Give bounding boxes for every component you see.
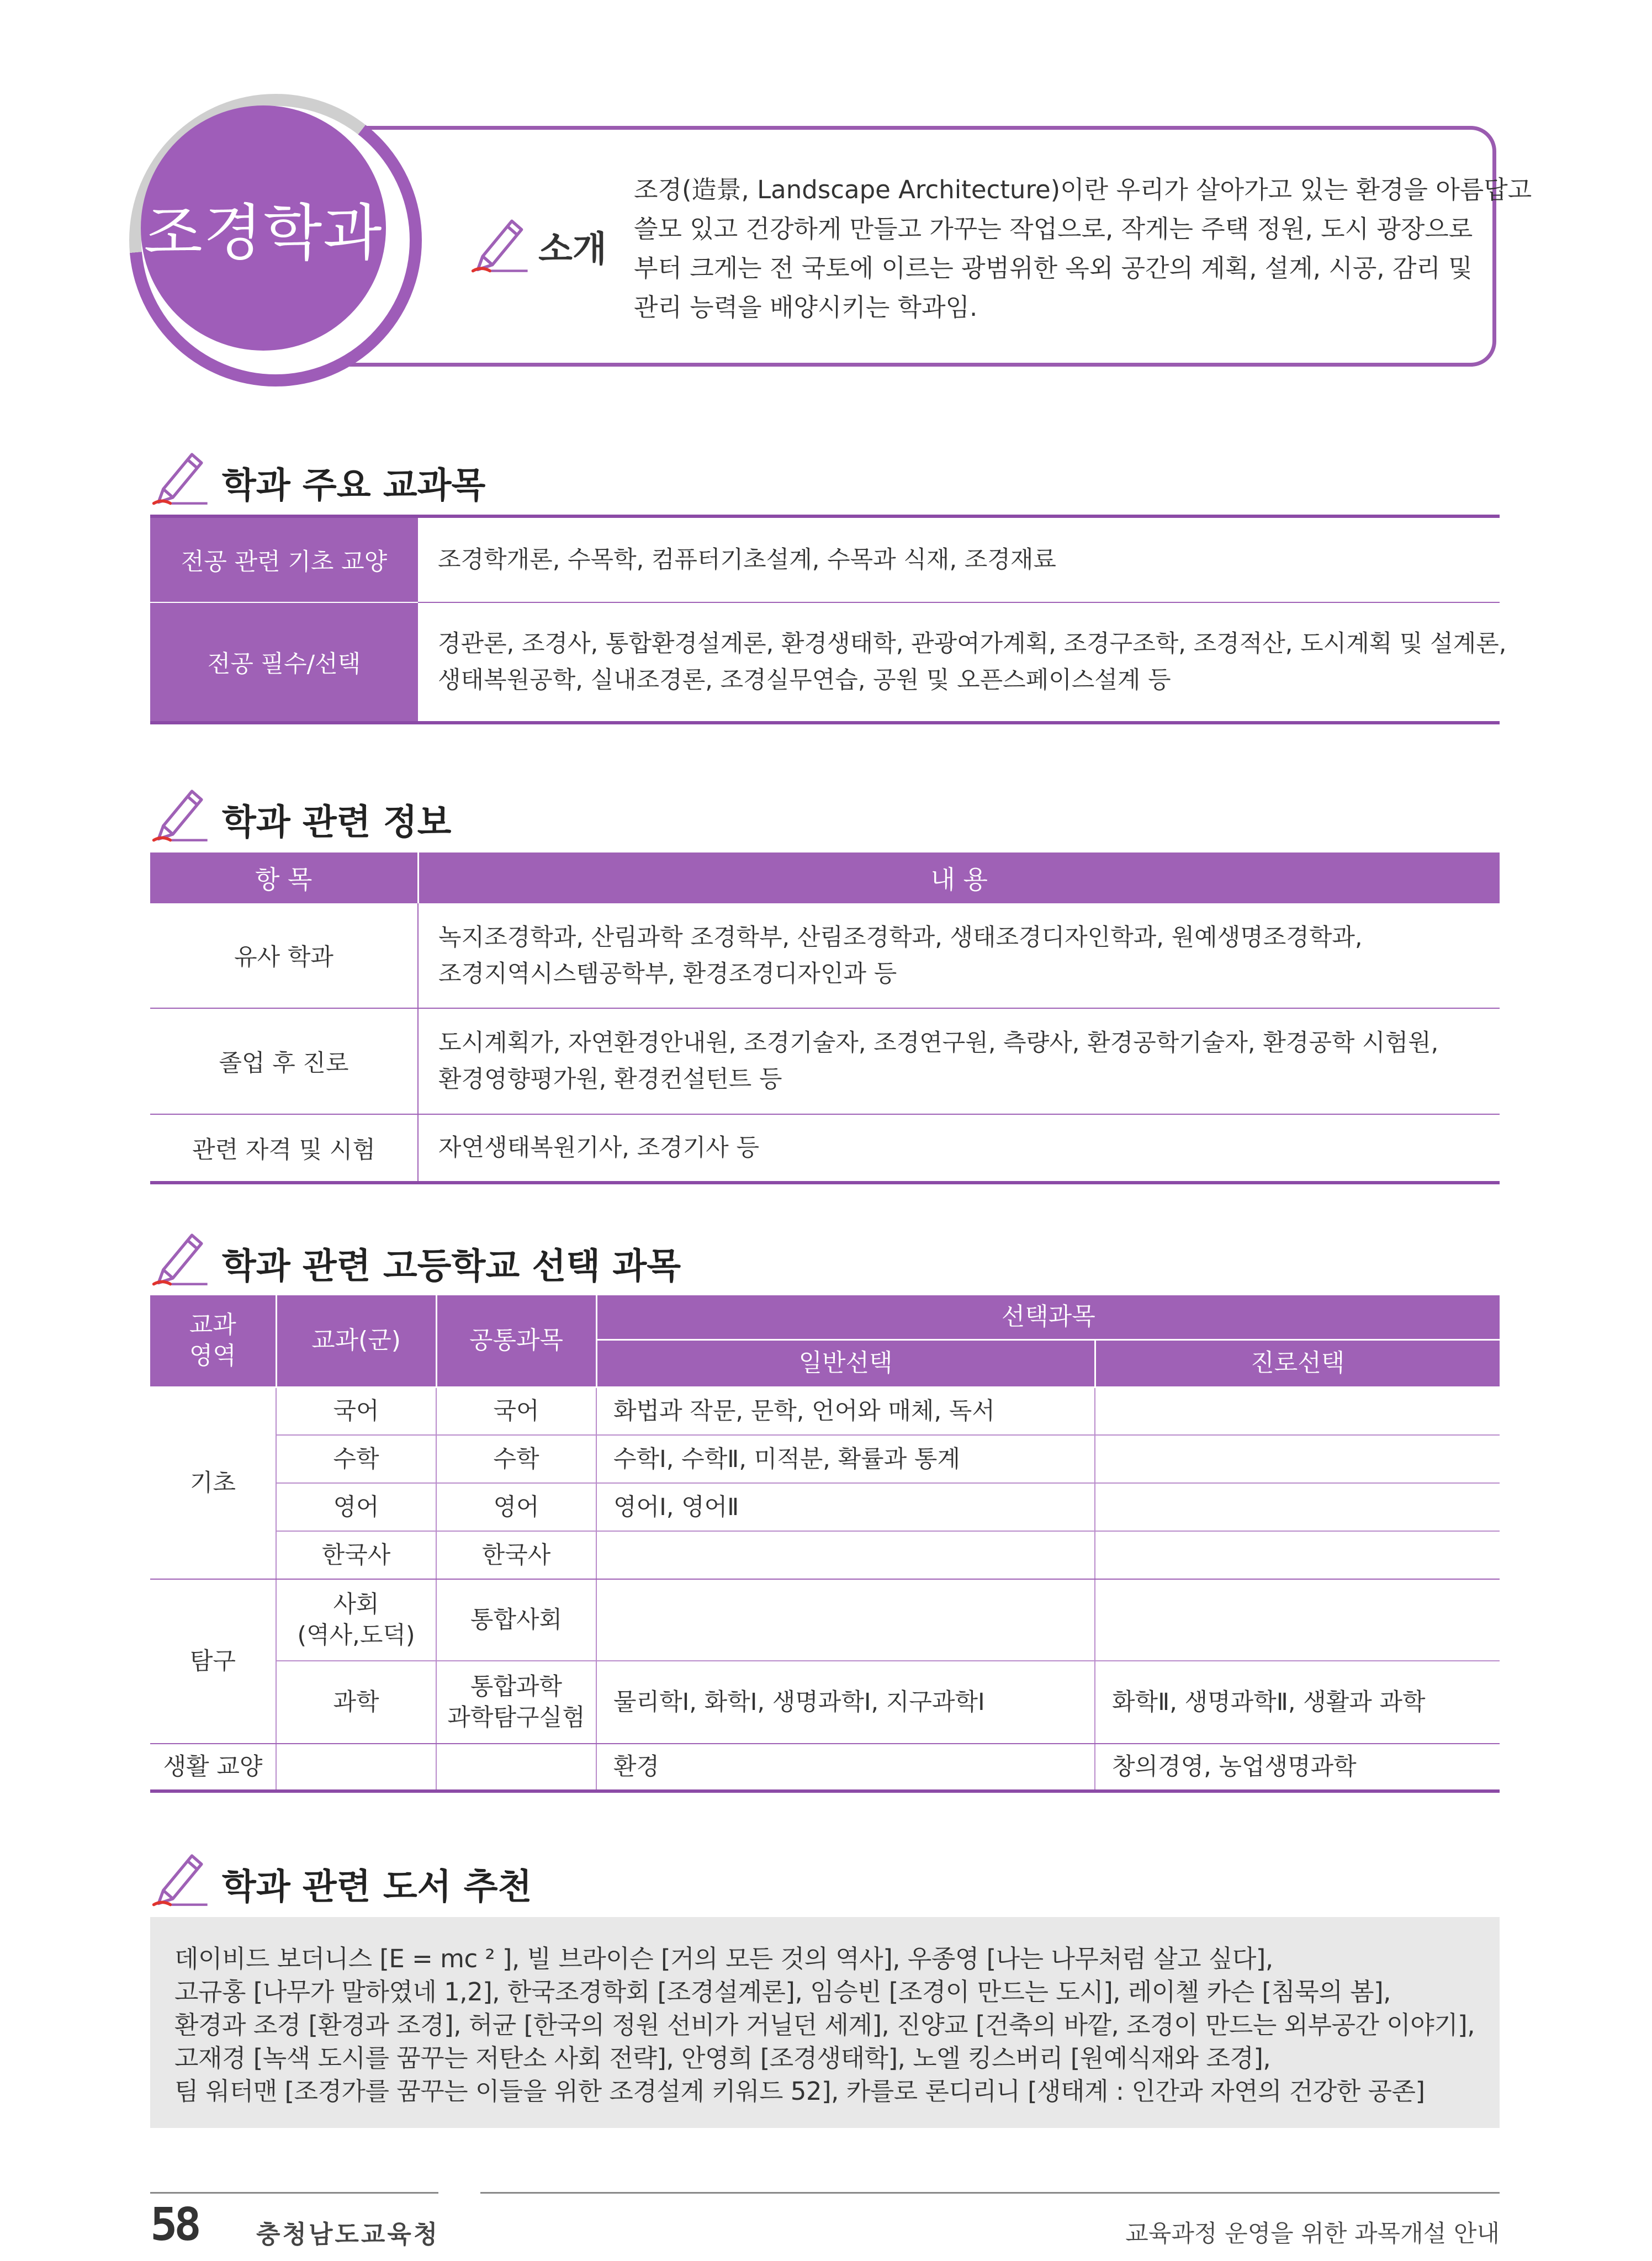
dept-badge-ring bbox=[129, 94, 422, 386]
table-header-row bbox=[150, 1295, 1500, 1339]
group-line: (역사,도덕) bbox=[297, 1622, 415, 1649]
book-line: 환경과 조경 [환경과 조경], 허균 [한국의 정원 선비가 거닐던 세계], 진양교 [건축의 바깥, 조경이 만드는 외부공간 이야기], bbox=[174, 2010, 1475, 2040]
dept-badge bbox=[141, 105, 386, 351]
group-cell: 수학 bbox=[276, 1435, 436, 1483]
value-line: 조경지역시스템공학부, 환경조경디자인과 등 bbox=[438, 960, 897, 988]
row-label: 전공 필수/선택 bbox=[150, 602, 418, 723]
value-line: 녹지조경학과, 산림과학 조경학부, 산림조경학과, 생태조경디자인학과, 원예생명조경학과, bbox=[438, 923, 1363, 951]
section-title: 학과 주요 교과목 bbox=[222, 465, 486, 506]
row-label: 관련 자격 및 시험 bbox=[150, 1114, 418, 1183]
value-line: 환경영향평가원, 환경컨설턴트 등 bbox=[438, 1066, 782, 1093]
column-header-group: 교과(군) bbox=[276, 1295, 436, 1387]
table-row bbox=[150, 1531, 1500, 1579]
general-cell: 영어Ⅰ, 영어Ⅱ bbox=[596, 1483, 1095, 1531]
book-line: 고규홍 [나무가 말하였네 1,2], 한국조경학회 [조경설계론], 임승빈 [조경이 만드는 도시], 레이첼 카슨 [침묵의 봄], bbox=[174, 1977, 1391, 2006]
value-line: 생태복원공학, 실내조경론, 조경실무연습, 공원 및 오픈스페이스설계 등 bbox=[438, 666, 1171, 694]
row-label: 졸업 후 진로 bbox=[150, 1008, 418, 1114]
page-number: 58 bbox=[150, 2199, 198, 2251]
table-row bbox=[150, 1483, 1500, 1531]
intro-text bbox=[634, 170, 1532, 327]
intro-line: 쓸모 있고 건강하게 만들고 가꾸는 작업으로, 작게는 주택 정원, 도시 광장으로 bbox=[634, 214, 1473, 243]
pencil-icon bbox=[150, 446, 210, 506]
common-cell bbox=[436, 1744, 596, 1791]
column-header: 항 목 bbox=[150, 852, 418, 903]
intro-line: 조경(造景, Landscape Architecture)이란 우리가 살아가고 있는 환경을 아름답고 bbox=[634, 175, 1532, 204]
area-cell: 탐구 bbox=[150, 1579, 276, 1744]
table-row bbox=[150, 602, 1500, 723]
group-cell: 영어 bbox=[276, 1483, 436, 1531]
row-label: 전공 관련 기초 교양 bbox=[150, 516, 418, 602]
table-row bbox=[150, 1579, 1500, 1661]
value-line: 자연생태복원기사, 조경기사 등 bbox=[438, 1134, 759, 1162]
general-cell: 물리학Ⅰ, 화학Ⅰ, 생명과학Ⅰ, 지구과학Ⅰ bbox=[596, 1661, 1095, 1744]
hs-subjects-table bbox=[150, 1295, 1500, 1793]
page-footer bbox=[150, 2192, 1500, 2253]
value-line: 도시계획가, 자연환경안내원, 조경기술자, 조경연구원, 측량사, 환경공학기술자, 환경공학 시험원, bbox=[438, 1029, 1439, 1057]
table-row bbox=[150, 1008, 1500, 1114]
table-row bbox=[150, 1744, 1500, 1791]
group-cell: 과학 bbox=[276, 1661, 436, 1744]
common-cell: 통합사회 bbox=[436, 1579, 596, 1661]
footer-divider bbox=[480, 2192, 1500, 2194]
table-row bbox=[150, 516, 1500, 602]
career-cell bbox=[1095, 1531, 1500, 1579]
intro-line: 관리 능력을 배양시키는 학과임. bbox=[634, 293, 978, 322]
pencil-icon bbox=[150, 1847, 210, 1907]
common-line: 과학탐구실험 bbox=[447, 1704, 585, 1732]
column-header-career: 진로선택 bbox=[1095, 1339, 1500, 1387]
table-row bbox=[150, 1435, 1500, 1483]
section-hs-heading bbox=[150, 1227, 978, 1288]
document-title: 교육과정 운영을 위한 과목개설 안내 bbox=[1125, 2220, 1500, 2248]
general-cell: 화법과 작문, 문학, 언어와 매체, 독서 bbox=[596, 1387, 1095, 1435]
section-info-heading bbox=[150, 783, 978, 844]
pencil-icon bbox=[150, 783, 210, 843]
row-value bbox=[418, 1114, 1500, 1183]
career-cell bbox=[1095, 1435, 1500, 1483]
dept-title: 조경학과 bbox=[144, 198, 383, 268]
common-cell: 수학 bbox=[436, 1435, 596, 1483]
column-header: 내 용 bbox=[418, 852, 1500, 903]
common-line: 통합과학 bbox=[470, 1673, 563, 1701]
info-table bbox=[150, 852, 1500, 1184]
area-cell: 기초 bbox=[150, 1387, 276, 1579]
row-value bbox=[418, 1008, 1500, 1114]
common-cell: 한국사 bbox=[436, 1531, 596, 1579]
value-line: 조경학개론, 수목학, 컴퓨터기초설계, 수목과 식재, 조경재료 bbox=[438, 546, 1056, 574]
general-cell bbox=[596, 1531, 1095, 1579]
table-row bbox=[150, 903, 1500, 1008]
courses-table bbox=[150, 515, 1507, 724]
general-cell bbox=[596, 1579, 1095, 1661]
career-cell: 창의경영, 농업생명과학 bbox=[1112, 1753, 1357, 1781]
group-cell bbox=[276, 1744, 436, 1791]
pencil-icon bbox=[150, 1227, 210, 1286]
pencil-icon bbox=[469, 213, 530, 273]
table-row bbox=[150, 1661, 1500, 1744]
group-line: 사회 bbox=[333, 1591, 379, 1618]
area-cell: 생활 교양 bbox=[150, 1744, 276, 1791]
section-title: 학과 관련 정보 bbox=[222, 802, 452, 843]
group-cell: 국어 bbox=[276, 1387, 436, 1435]
section-title: 학과 관련 고등학교 선택 과목 bbox=[222, 1246, 681, 1287]
publisher: 충청남도교육청 bbox=[256, 2220, 440, 2249]
section-courses-heading bbox=[150, 446, 978, 507]
book-line: 데이비드 보더니스 [E = mc ² ], 빌 브라이슨 [거의 모든 것의 역사], 우종영 [나는 나무처럼 살고 싶다], bbox=[174, 1944, 1273, 1973]
column-header-elective: 선택과목 bbox=[596, 1295, 1500, 1339]
table-row bbox=[150, 1114, 1500, 1183]
book-recommendations bbox=[150, 1917, 1500, 2128]
general-cell: 환경 bbox=[596, 1744, 1095, 1791]
value-line: 경관론, 조경사, 통합환경설계론, 환경생태학, 관광여가계획, 조경구조학, 조경적산, 도시계획 및 설계론, bbox=[438, 630, 1507, 658]
section-title: 학과 관련 도서 추천 bbox=[222, 1867, 532, 1908]
table-header-row bbox=[150, 852, 1500, 903]
column-header-area bbox=[150, 1295, 276, 1387]
header-text: 교과 bbox=[189, 1311, 236, 1339]
column-header-common: 공통과목 bbox=[436, 1295, 596, 1387]
general-cell: 수학Ⅰ, 수학Ⅱ, 미적분, 확률과 통계 bbox=[596, 1435, 1095, 1483]
group-cell: 한국사 bbox=[276, 1531, 436, 1579]
common-cell bbox=[436, 1661, 596, 1744]
common-cell: 영어 bbox=[436, 1483, 596, 1531]
career-cell: 화학Ⅱ, 생명과학Ⅱ, 생활과 과학 bbox=[1095, 1661, 1500, 1744]
row-value bbox=[418, 903, 1500, 1008]
footer-divider bbox=[150, 2192, 438, 2194]
department-header bbox=[0, 0, 1652, 420]
intro-line: 부터 크게는 전 국토에 이르는 광범위한 옥외 공간의 계획, 설계, 시공, 감리 및 bbox=[634, 253, 1473, 283]
career-cell bbox=[1095, 1483, 1500, 1531]
common-cell: 국어 bbox=[436, 1387, 596, 1435]
row-label: 유사 학과 bbox=[150, 903, 418, 1008]
row-value bbox=[418, 602, 1507, 723]
header-text: 영역 bbox=[189, 1342, 236, 1370]
section-books-heading bbox=[150, 1847, 978, 1908]
column-header-general: 일반선택 bbox=[596, 1339, 1095, 1387]
intro-label: 소개 bbox=[538, 229, 607, 270]
table-row bbox=[150, 1387, 1500, 1435]
career-cell bbox=[1095, 1579, 1500, 1661]
group-cell bbox=[276, 1579, 436, 1661]
career-cell bbox=[1095, 1387, 1500, 1435]
book-line: 팀 워터맨 [조경가를 꿈꾸는 이들을 위한 조경설계 키워드 52], 카를로 론디리니 [생태계 : 인간과 자연의 건강한 공존] bbox=[174, 2077, 1425, 2106]
row-value bbox=[418, 516, 1500, 602]
book-line: 고재경 [녹색 도시를 꿈꾸는 저탄소 사회 전략], 안영희 [조경생태학], 노엘 킹스버리 [원예식재와 조경], bbox=[174, 2043, 1271, 2073]
